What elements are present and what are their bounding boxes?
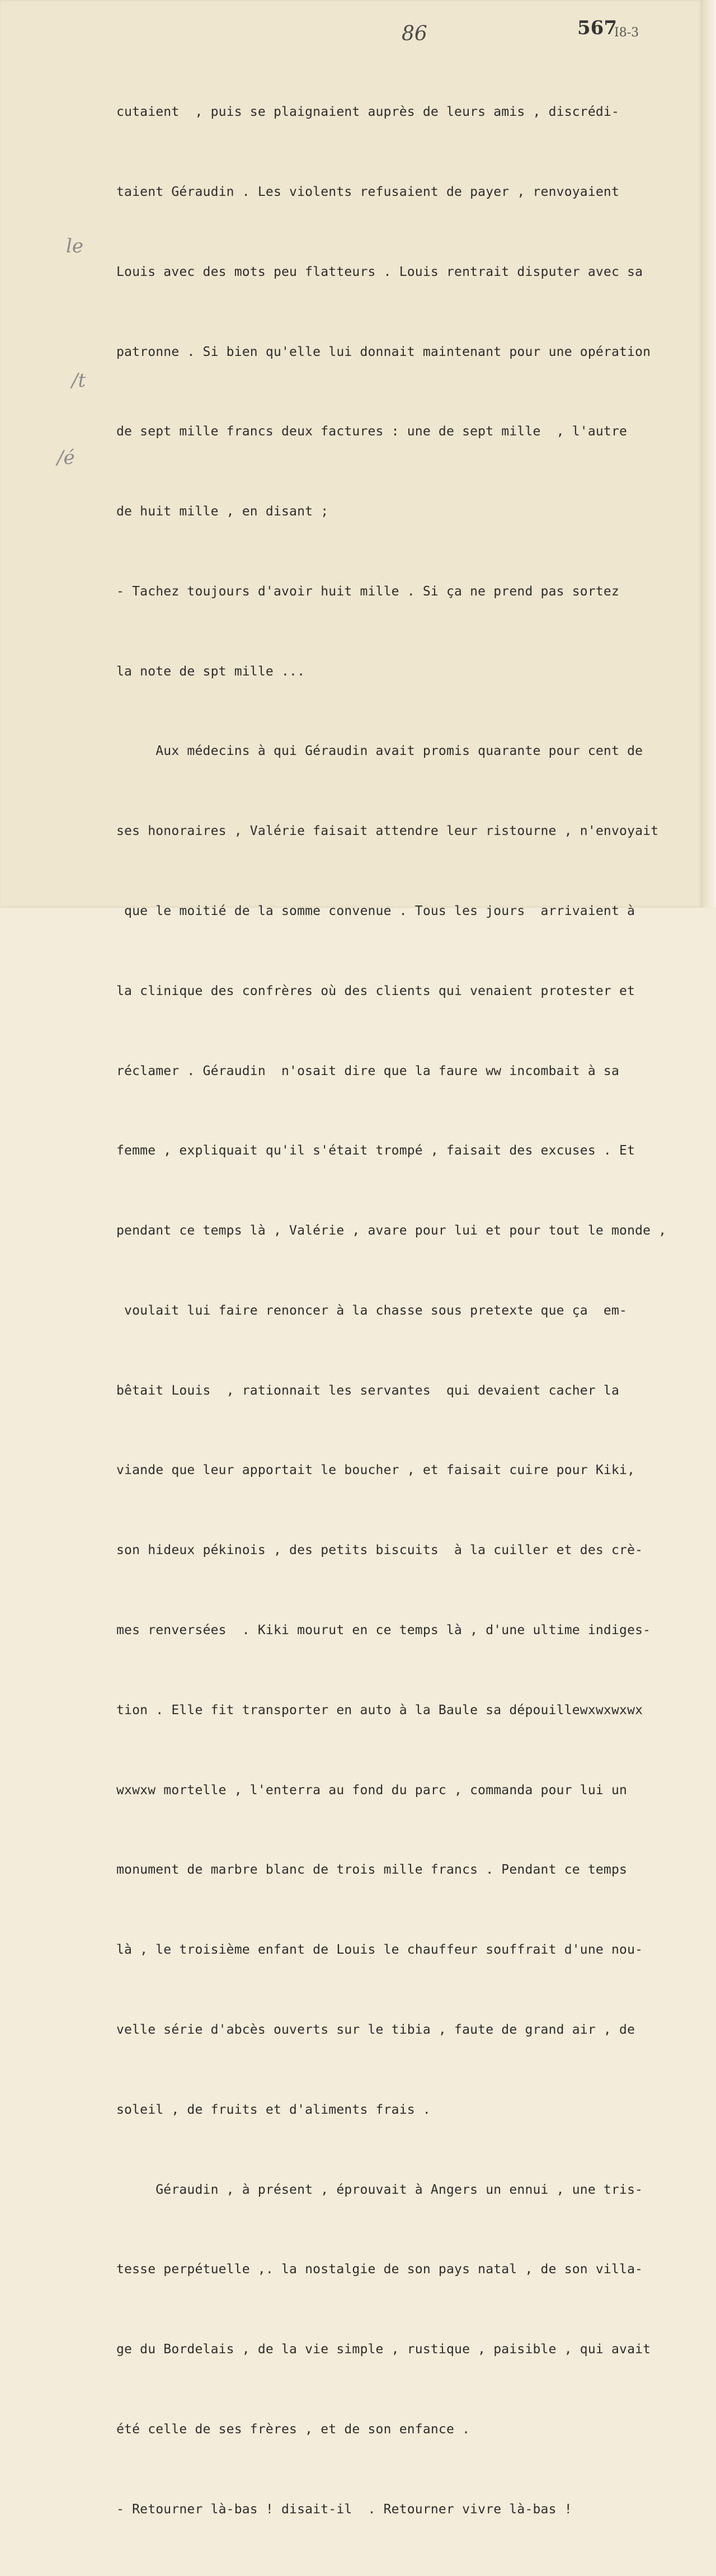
text-line: ge du Bordelais , de la vie simple , rustique , paisible , qui avait (116, 2342, 651, 2357)
text-line: tion . Elle fit transporter en auto à la Baule sa dépouillewxwxwxwx (116, 1702, 643, 1718)
text-line: femme , expliquait qu'il s'était trompé , faisait des excuses . Et (116, 1143, 635, 1158)
margin-note-3: /é (57, 447, 75, 469)
handwritten-page-number: 86 (402, 22, 427, 45)
text-line: ses honoraires , Valérie faisait attendre leur ristourne , n'envoyait (116, 824, 659, 839)
text-line: velle série d'abcès ouverts sur le tibia , faute de grand air , de (116, 2022, 635, 2037)
text-line: Aux médecins à qui Géraudin avait promis quarante pour cent de (116, 744, 643, 759)
margin-note-1: le (66, 235, 83, 257)
text-line: - Tachez toujours d'avoir huit mille . Si ça ne prend pas sortez (116, 584, 620, 599)
text-line: la clinique des confrères où des clients qui venaient protester et (116, 983, 635, 998)
reference-number: I8-3 (614, 26, 639, 40)
text-line: son hideux pékinois , des petits biscuits à la cuiller et des crè- (116, 1543, 643, 1558)
text-line: tesse perpétuelle ,. la nostalgie de son pays natal , de son villa- (116, 2262, 643, 2277)
text-line: cutaient , puis se plaignaient auprès de leurs amis , discrédi- (116, 105, 620, 120)
text-line: Géraudin , à présent , éprouvait à Angers un ennui , une tris- (116, 2182, 643, 2197)
text-line: wxwxw mortelle , l'enterra au fond du parc , commanda pour lui un (116, 1782, 628, 1798)
margin-note-2: /t (72, 369, 86, 392)
text-line: taient Géraudin . Les violents refusaient de payer , renvoyaient (116, 184, 620, 199)
text-line: été celle de ses frères , et de son enfance . (116, 2422, 470, 2437)
page-edge (703, 0, 716, 908)
text-line: de sept mille francs deux factures : une de sept mille , l'autre (116, 424, 628, 439)
text-line: soleil , de fruits et d'aliments frais . (116, 2102, 431, 2117)
folio-number: 567 (577, 17, 617, 39)
text-line: pendant ce temps là , Valérie , avare pour lui et pour tout le monde , (116, 1223, 667, 1238)
text-line: que le moitié de la somme convenue . Tous les jours arrivaient à (116, 904, 635, 918)
text-line: voulait lui faire renoncer à la chasse sous pretexte que ça em- (116, 1303, 628, 1318)
text-line: patronne . Si bien qu'elle lui donnait maintenant pour une opération (116, 344, 651, 359)
text-line: réclamer . Géraudin n'osait dire que la faure ww incombait à sa (116, 1063, 620, 1078)
text-line: la note de spt mille ... (116, 664, 305, 679)
text-line: mes renversées . Kiki mourut en ce temps là , d'une ultime indiges- (116, 1623, 651, 1638)
text-line: là , le troisième enfant de Louis le chauffeur souffrait d'une nou- (116, 1942, 643, 1958)
typed-body-text (116, 46, 680, 2576)
text-line: de huit mille , en disant ; (116, 504, 329, 519)
text-line: monument de marbre blanc de trois mille francs . Pendant ce temps (116, 1862, 628, 1878)
text-line: Louis avec des mots peu flatteurs . Louis rentrait disputer avec sa (116, 264, 643, 279)
text-line: bêtait Louis , rationnait les servantes qui devaient cacher la (116, 1383, 620, 1398)
text-line: viande que leur apportait le boucher , et faisait cuire pour Kiki, (116, 1463, 635, 1478)
text-line: - Retourner là-bas ! disait-il . Retourner vivre là-bas ! (116, 2502, 572, 2517)
